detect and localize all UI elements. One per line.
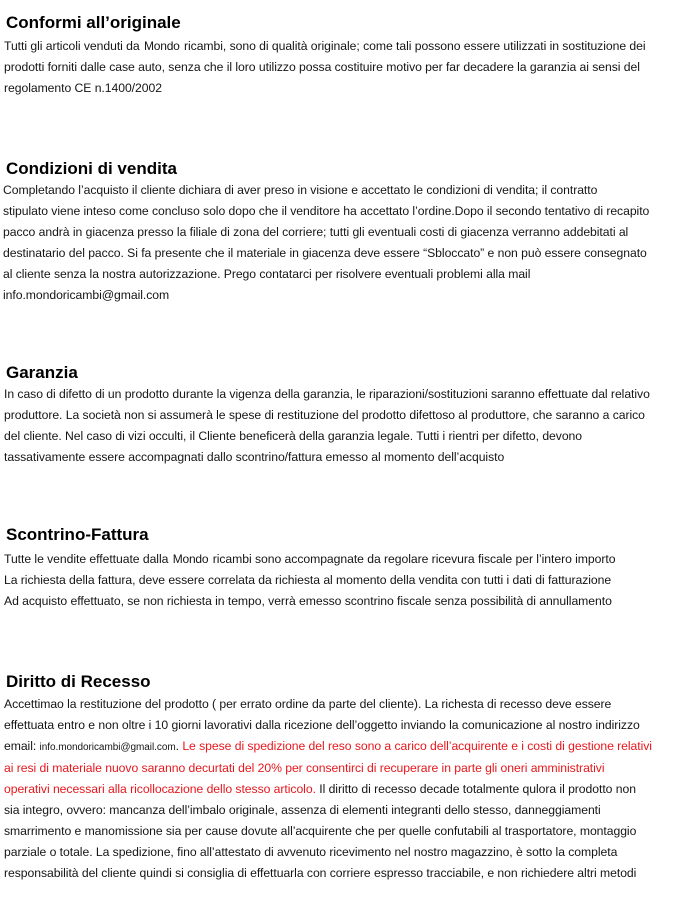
text-line: In caso di difetto di un prodotto durante la vigenza della garanzia, le riparazioni/sostituzioni saranno effettuate dal relativo [4,387,650,401]
section-vendita [0,158,700,306]
text-line: pacco andrà in giacenza presso la filiale di zona del corriere; tutti gli eventuali costi di giacenza verranno addebitati al [3,225,629,239]
text-fragment: email: [4,739,40,753]
text-line: prodotti forniti dalle case auto, senza che il loro utilizzo possa costituire motivo per far decadere la garanzia ai sensi del [4,60,640,74]
heading-scontrino: Scontrino-Fattura [6,525,149,544]
text-line: Completando l’acquisto il cliente dichiara di aver preso in visione e accettato le condizioni di vendita; il contratto [3,183,598,197]
heading-vendita: Condizioni di vendita [6,159,177,178]
heading-recesso: Diritto di Recesso [6,672,151,691]
brand-name: Mondo [143,39,180,53]
text-fragment: ricambi sono accompagnate da regolare ricevura fiscale per l’intero importo [209,552,616,566]
highlight-text: Le spese di spedizione del reso sono a carico dell’acquirente e i costi di gestione relativi [182,739,652,753]
heading-garanzia: Garanzia [6,363,78,382]
text-line: al cliente senza la nostra autorizzazione. Prego contatarci per risolvere eventuali problemi alla mail [3,267,531,281]
text-fragment: Il diritto di recesso decade totalmente qulora il prodotto non [315,782,636,796]
text-fragment: ricambi, sono di qualità originale; come tali possono essere utilizzati in sostituzione dei [180,39,646,53]
section-garanzia [0,362,700,468]
text-line: produttore. La società non si assumerà le spese di restituzione del prodotto difettoso al produttore, che saranno a carico [4,408,645,422]
text-line: Accettimao la restituzione del prodotto ( per errato ordine da parte del cliente). La richesta di recesso deve essere [4,697,612,711]
highlight-text: operativi necessari alla ricollocazione dello stesso articolo. [4,782,316,796]
text-line: responsabilità del cliente quindi si consiglia di effettuarla con corriere espresso tracciabile, e non richiedere altri metodi [4,866,637,880]
text-line: stipulato viene inteso come concluso solo dopo che il venditore ha accettato l’ordine.Dopo il secondo tentativo di recapito [3,204,650,218]
text-fragment: . [175,739,183,753]
heading-originale: Conformi all’originale [6,13,181,32]
text-line: smarrimento e manomissione sia per cause dovute all’acquirente che per quelle confutabili al trasportatore, montaggio [4,824,637,838]
text-line: parziale o totale. La spedizione, fino all’attestato di avvenuto ricevimento nel nostro magazzino, è sotto la completa [4,845,618,859]
text-line: La richiesta della fattura, deve essere correlata da richiesta al momento della vendita con tutti i dati di fatturazione [4,573,612,587]
text-line [4,36,700,57]
text-line: destinatario del pacco. Si fa presente che il materiale in giacenza deve essere “Sbloccato” e non può essere consegnato [3,246,647,260]
email-text: info.mondoricambi@gmail.com [39,742,176,753]
text-line: regolamento CE n.1400/2002 [4,81,162,95]
text-line [4,549,700,570]
brand-name: Mondo [172,552,209,566]
text-line: tassativamente essere accompagnati dallo scontrino/fattura emesso al momento dell’acquisto [4,450,505,464]
text-line [4,736,700,758]
text-fragment: Tutti gli articoli venduti da [4,39,143,53]
text-line: effettuata entro e non oltre i 10 giorni lavorativi dalla ricezione dell’oggetto inviando la comunicazione al nostro indirizzo [4,718,640,732]
section-scontrino [0,524,700,612]
text-line [4,779,700,800]
section-originale [0,12,700,99]
section-recesso [0,671,700,884]
text-line: del cliente. Nel caso di vizi occulti, il Cliente beneficerà della garanzia legale. Tutti i rientri per difetto, devono [4,429,583,443]
text-line: sia integro, ovvero: mancanza dell’imbalo originale, assenza di elementi integranti dello stesso, danneggiamenti [4,803,601,817]
highlight-text: ai resi di materiale nuovo saranno decurtati del 20% per consentirci di recuperare in parte gli oneri amministrativi [4,761,605,775]
text-fragment: Tutte le vendite effettuate dalla [4,552,172,566]
text-line: Ad acquisto effettuato, se non richiesta in tempo, verrà emesso scontrino fiscale senza possibilità di annullamento [4,594,612,608]
email-text: info.mondoricambi@gmail.com [3,288,170,302]
